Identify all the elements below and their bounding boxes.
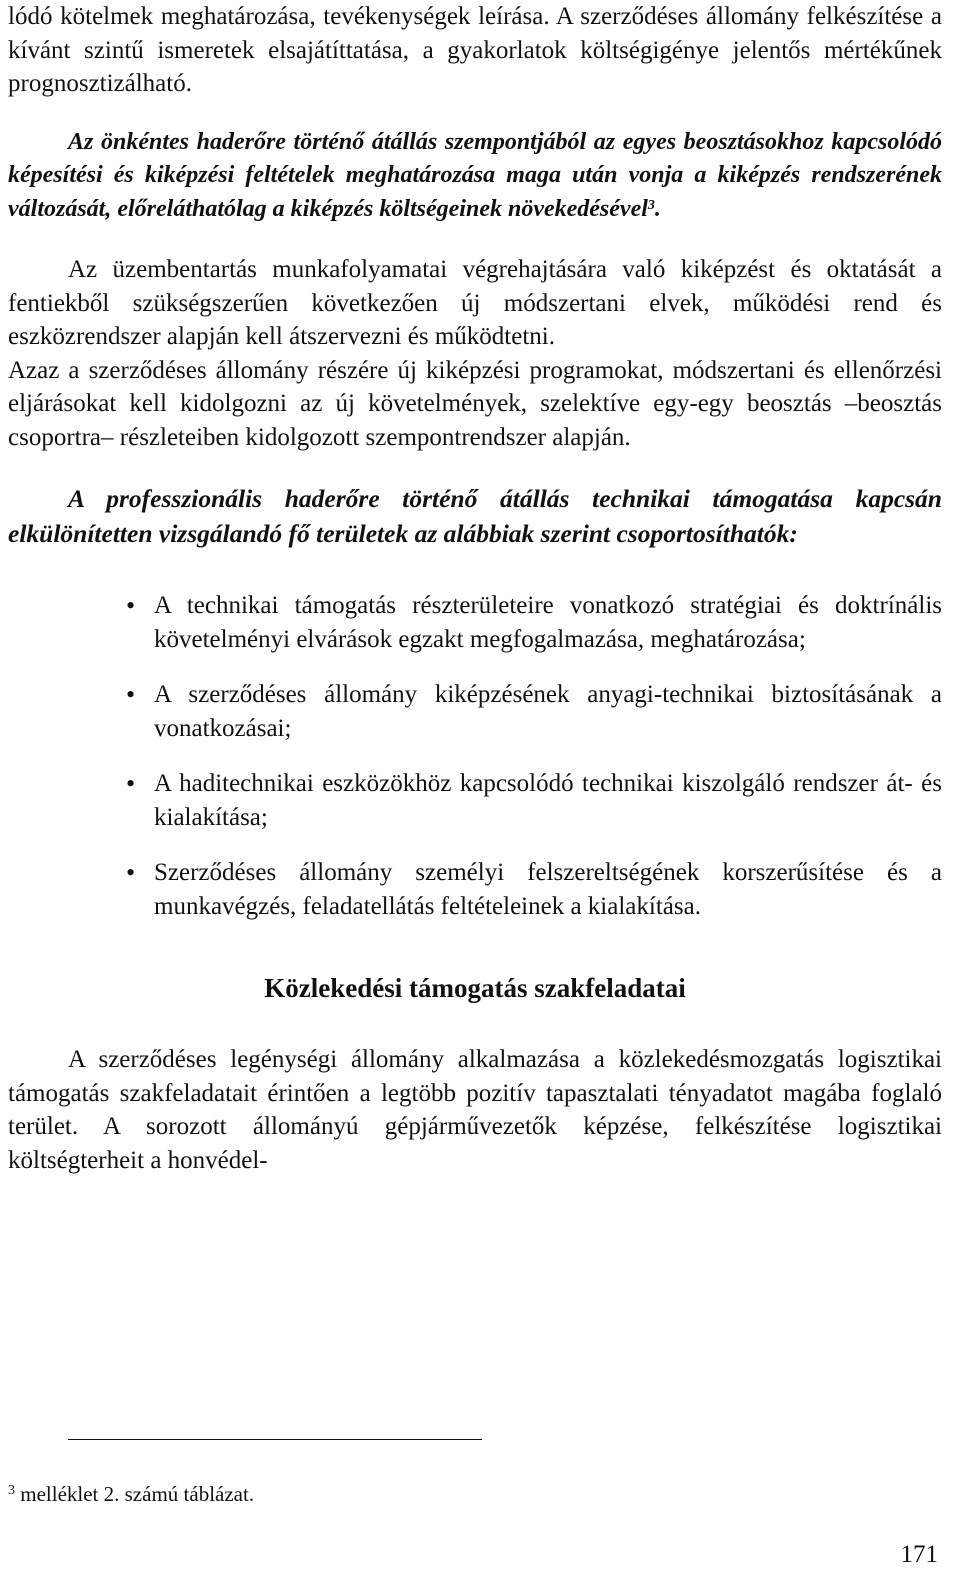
list-item-text: Szerződéses állomány személyi felszereltségének korszerűsítése és a munkavégzés, feladatellátás feltételeinek a kialakítása. [154,859,942,920]
paragraph-2-end: . [654,195,661,222]
bullet-icon: • [126,680,136,709]
footnote-reference[interactable]: 3 [647,197,655,213]
bullet-list [8,589,942,923]
footnote-number: 3 [8,1483,15,1498]
paragraph-2-emphasis [8,126,942,227]
footnote-text: melléklet 2. számú táblázat. [15,1482,255,1506]
paragraph-6: A szerződéses legénységi állomány alkalmazása a közlekedésmozgatás logisztikai támogatás szakfeladatait érintően a legtöbb pozitív tapasztalati tényadatot magába foglaló terület. A sorozott állományú gépjárművezetők képzése, felkészítése logisztikai költségterheit a honvédel- [8,1046,942,1174]
list-item-text: A haditechnikai eszközökhöz kapcsolódó technikai kiszolgáló rendszer át- és kialakítása; [154,770,942,831]
footnote [8,1478,254,1512]
paragraph-2-text: Az önkéntes haderőre történő átállás szempontjából az egyes beosztásokhoz kapcsolódó képesítési és kiképzési feltételek meghatározása maga után vonja a kiképzés rendszerének változását, előreláthatólag a kiképzés költségeinek növekedésével [8,128,942,222]
list-item-text: A technikai támogatás részterületeire vonatkozó stratégiai és doktrínális követelményi elvárások egzakt megfogalmazása, meghatározása; [154,592,942,653]
list-item [8,856,942,923]
footnote-divider [68,1439,482,1440]
paragraph-4: Azaz a szerződéses állomány részére új kiképzési programokat, módszertani és ellenőrzési eljárásokat kell kidolgozni az új követelmények, szelektíve egy-egy beosztás –beosztás csoportra– részleteiben kidolgozott szempontrendszer alapján. [8,356,942,451]
bullet-icon: • [126,858,136,887]
paragraph-3: Az üzembentartás munkafolyamatai végrehajtására való kiképzést és oktatását a fentiekből szükségszerűen következően új módszertani elvek, működési rend és eszközrendszer alapján kell átszervezni és működtetni. [8,256,942,350]
page-number: 171 [900,1541,938,1568]
paragraph-1: lódó kötelmek meghatározása, tevékenységek leírása. A szerződéses állomány felkészítése a kívánt szintű ismeretek elsajátíttatása, a gyakorlatok költségigénye jelentős mértékűnek prognosztizálható. [8,3,942,97]
document-page [8,0,942,1568]
list-item [8,767,942,834]
paragraph-5-emphasis: A professzionális haderőre történő átállás technikai támogatása kapcsán elkülönítetten vizsgálandó fő területek az alábbiak szerint csoportosíthatók: [8,484,942,548]
bullet-icon: • [126,591,136,620]
section-heading: Közlekedési támogatás szakfeladatai [264,973,686,1003]
list-item-text: A szerződéses állomány kiképzésének anyagi-technikai biztosításának a vonatkozásai; [154,681,942,742]
list-item [8,589,942,656]
list-item [8,678,942,745]
bullet-icon: • [126,769,136,798]
